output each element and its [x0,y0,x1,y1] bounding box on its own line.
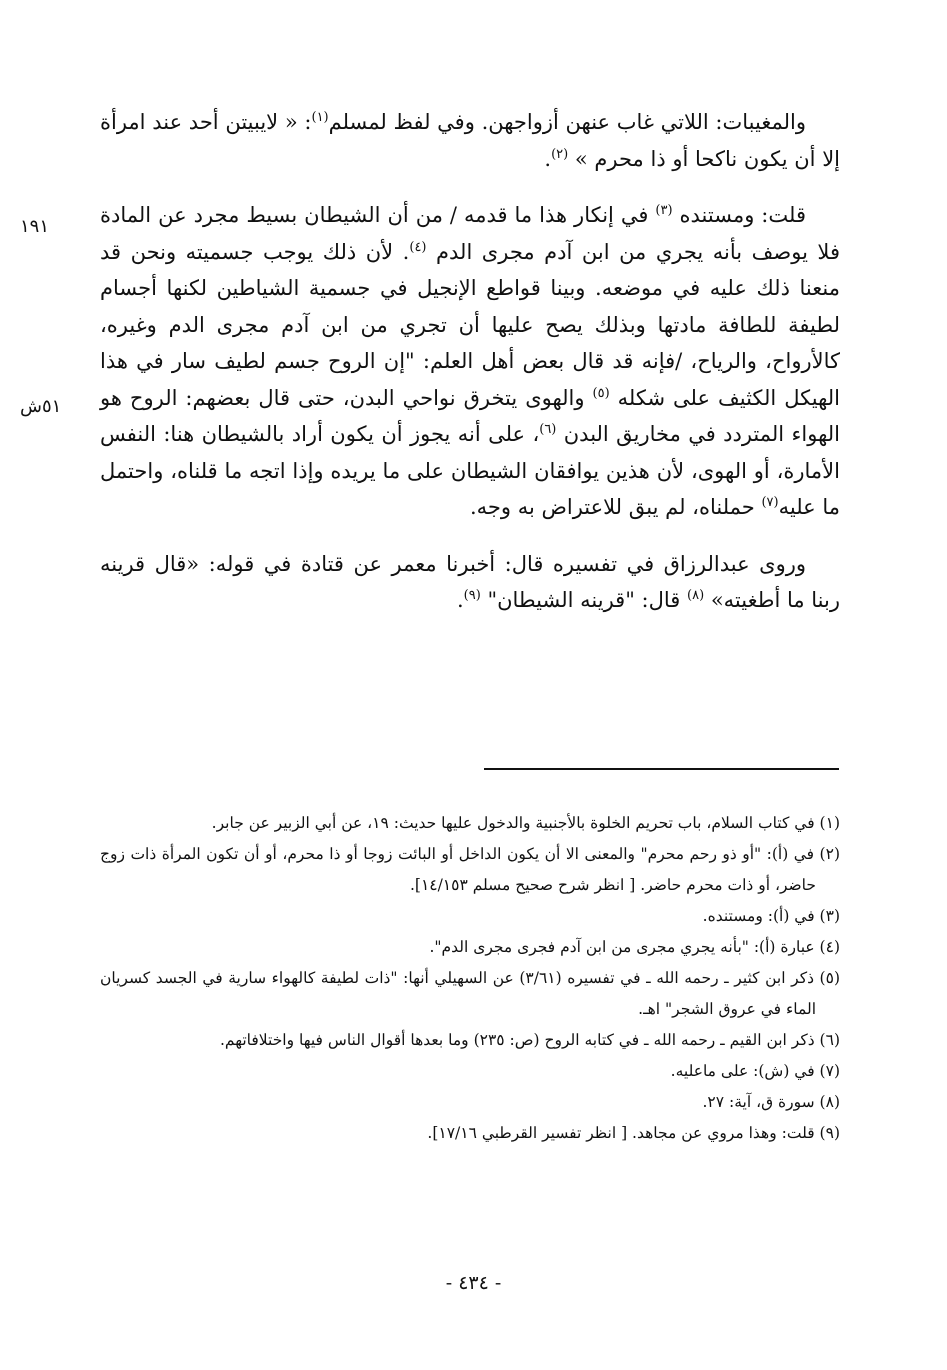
footnote-ref[interactable]: (١) [311,110,329,125]
paragraph-text: والهوى يتخرق نواحي البدن، حتى قال بعضهم: الروح هو الهواء المتردد في مخاريق البدن [100,385,840,446]
footnote-ref[interactable]: (٧) [761,495,779,510]
paragraph-text: وروى عبدالرزاق في تفسيره قال: أخبرنا معمر عن قتادة في قوله: «قال قرينه ربنا ما أطغيته» [100,551,840,612]
margin-note-folio: ١٩١ [20,216,50,237]
footnote: (٤) عبارة (أ): "بأنه يجري مجرى من ابن آدم فجرى مجرى الدم". [429,938,840,956]
footnote-ref[interactable]: (٣) [655,203,673,218]
paragraph-text: قلت: ومستنده [672,203,806,227]
paragraph [100,104,840,177]
footnote-ref[interactable]: (٨) [687,588,705,603]
paragraph-text: حملناه، لم يبق للاعتراض به وجه. [469,495,762,519]
paragraph-text: والمغيبات: اللاتي غاب عنهن أزواجهن. وفي لفظ لمسلم [328,110,806,134]
paragraph [100,546,840,619]
footnote-ref[interactable]: (٩) [463,588,481,603]
footnote: (٧) في (ش): على ماعليه. [670,1062,840,1080]
paragraph-text: . لأن ذلك يوجب جسميته ونحن قد منعنا ذلك عليه في موضعه. وبينا قواطع الإنجيل في جسمية الشياطين لكنها أجسام لطيفة للطافة مادتها وبذلك يصح عليها أن تجري من ابن آدم مجرى الدم وغيره، كالأرواح، والرياح، /فإنه قد قال بعض أهل العلم: "إن الروح جسم لطيف سار في هذا الهيكل الكثيف على شكله [100,239,840,410]
main-text [100,104,840,639]
paragraph-text: قال: "قرينه الشيطان" [480,588,687,612]
page-number: - ٤٣٤ - [445,1272,502,1294]
footnote-ref[interactable]: (٤) [409,239,427,255]
paragraph-text: ، على أنه يجوز أن يكون أراد بالشيطان هنا: النفس الأمارة، أو الهوى، لأن هذين يوافقان الشيطان على ما يريده وإذا اتجه ما قلناه، واحتمل ما عليه [100,422,840,519]
footnote: (٢) في (أ): "أو ذو رحم محرم" والمعنى الا أن يكون الداخل أو البائت زوجا أو ذا محرم، أو أن تكون المرأة ذات زوج حاضر، أو ذات محرم حاضر. [ انظر شرح صحيح مسلم ١٤/١٥٣]. [100,845,840,894]
footnote-ref[interactable]: (٥) [592,385,610,401]
paragraph-text: في إنكار هذا ما قدمه / من أن الشيطان بسيط مجرد عن المادة فلا يوصف بأنه يجري من ابن آدم مجرى الدم [100,203,841,264]
footnote: (٦) ذكر ابن القيم ـ رحمه الله ـ في كتابه الروح (ص: ٢٣٥) وما بعدها أقوال الناس فيها واختلافاتهم. [219,1031,840,1049]
footnote-divider [484,768,839,770]
footnote: (٩) قلت: وهذا مروي عن مجاهد. [ انظر تفسير القرطبي ١٧/١٦]. [427,1124,840,1142]
paragraph-text: . [456,588,464,612]
footnote-ref[interactable]: (٢) [551,146,569,162]
margin-note-folio: ٥١ش [20,396,62,417]
paragraph [100,197,840,526]
footnote: (٥) ذكر ابن كثير ـ رحمه الله ـ في تفسيره (٣/٦١) عن السهيلي أنها: "ذات لطيفة كالهواء سارية في الجسد كسريان الماء في عروق الشجر" اهـ. [100,969,840,1018]
footnote: (٨) سورة ق، آية: ٢٧. [702,1093,840,1111]
footnotes [100,808,840,1149]
footnote: (٣) في (أ): ومستنده. [702,907,840,925]
paragraph-text: . [544,146,552,171]
footnote: (١) في كتاب السلام، باب تحريم الخلوة بالأجنبية والدخول عليها حديث: ١٩، عن أبي الزبير عن جابر. [211,814,840,832]
paragraph-text: : « لايبيتن أحد عند امرأة إلا أن يكون ناكحا أو ذا محرم » [100,110,840,171]
footnote-ref[interactable]: (٦) [539,422,557,437]
